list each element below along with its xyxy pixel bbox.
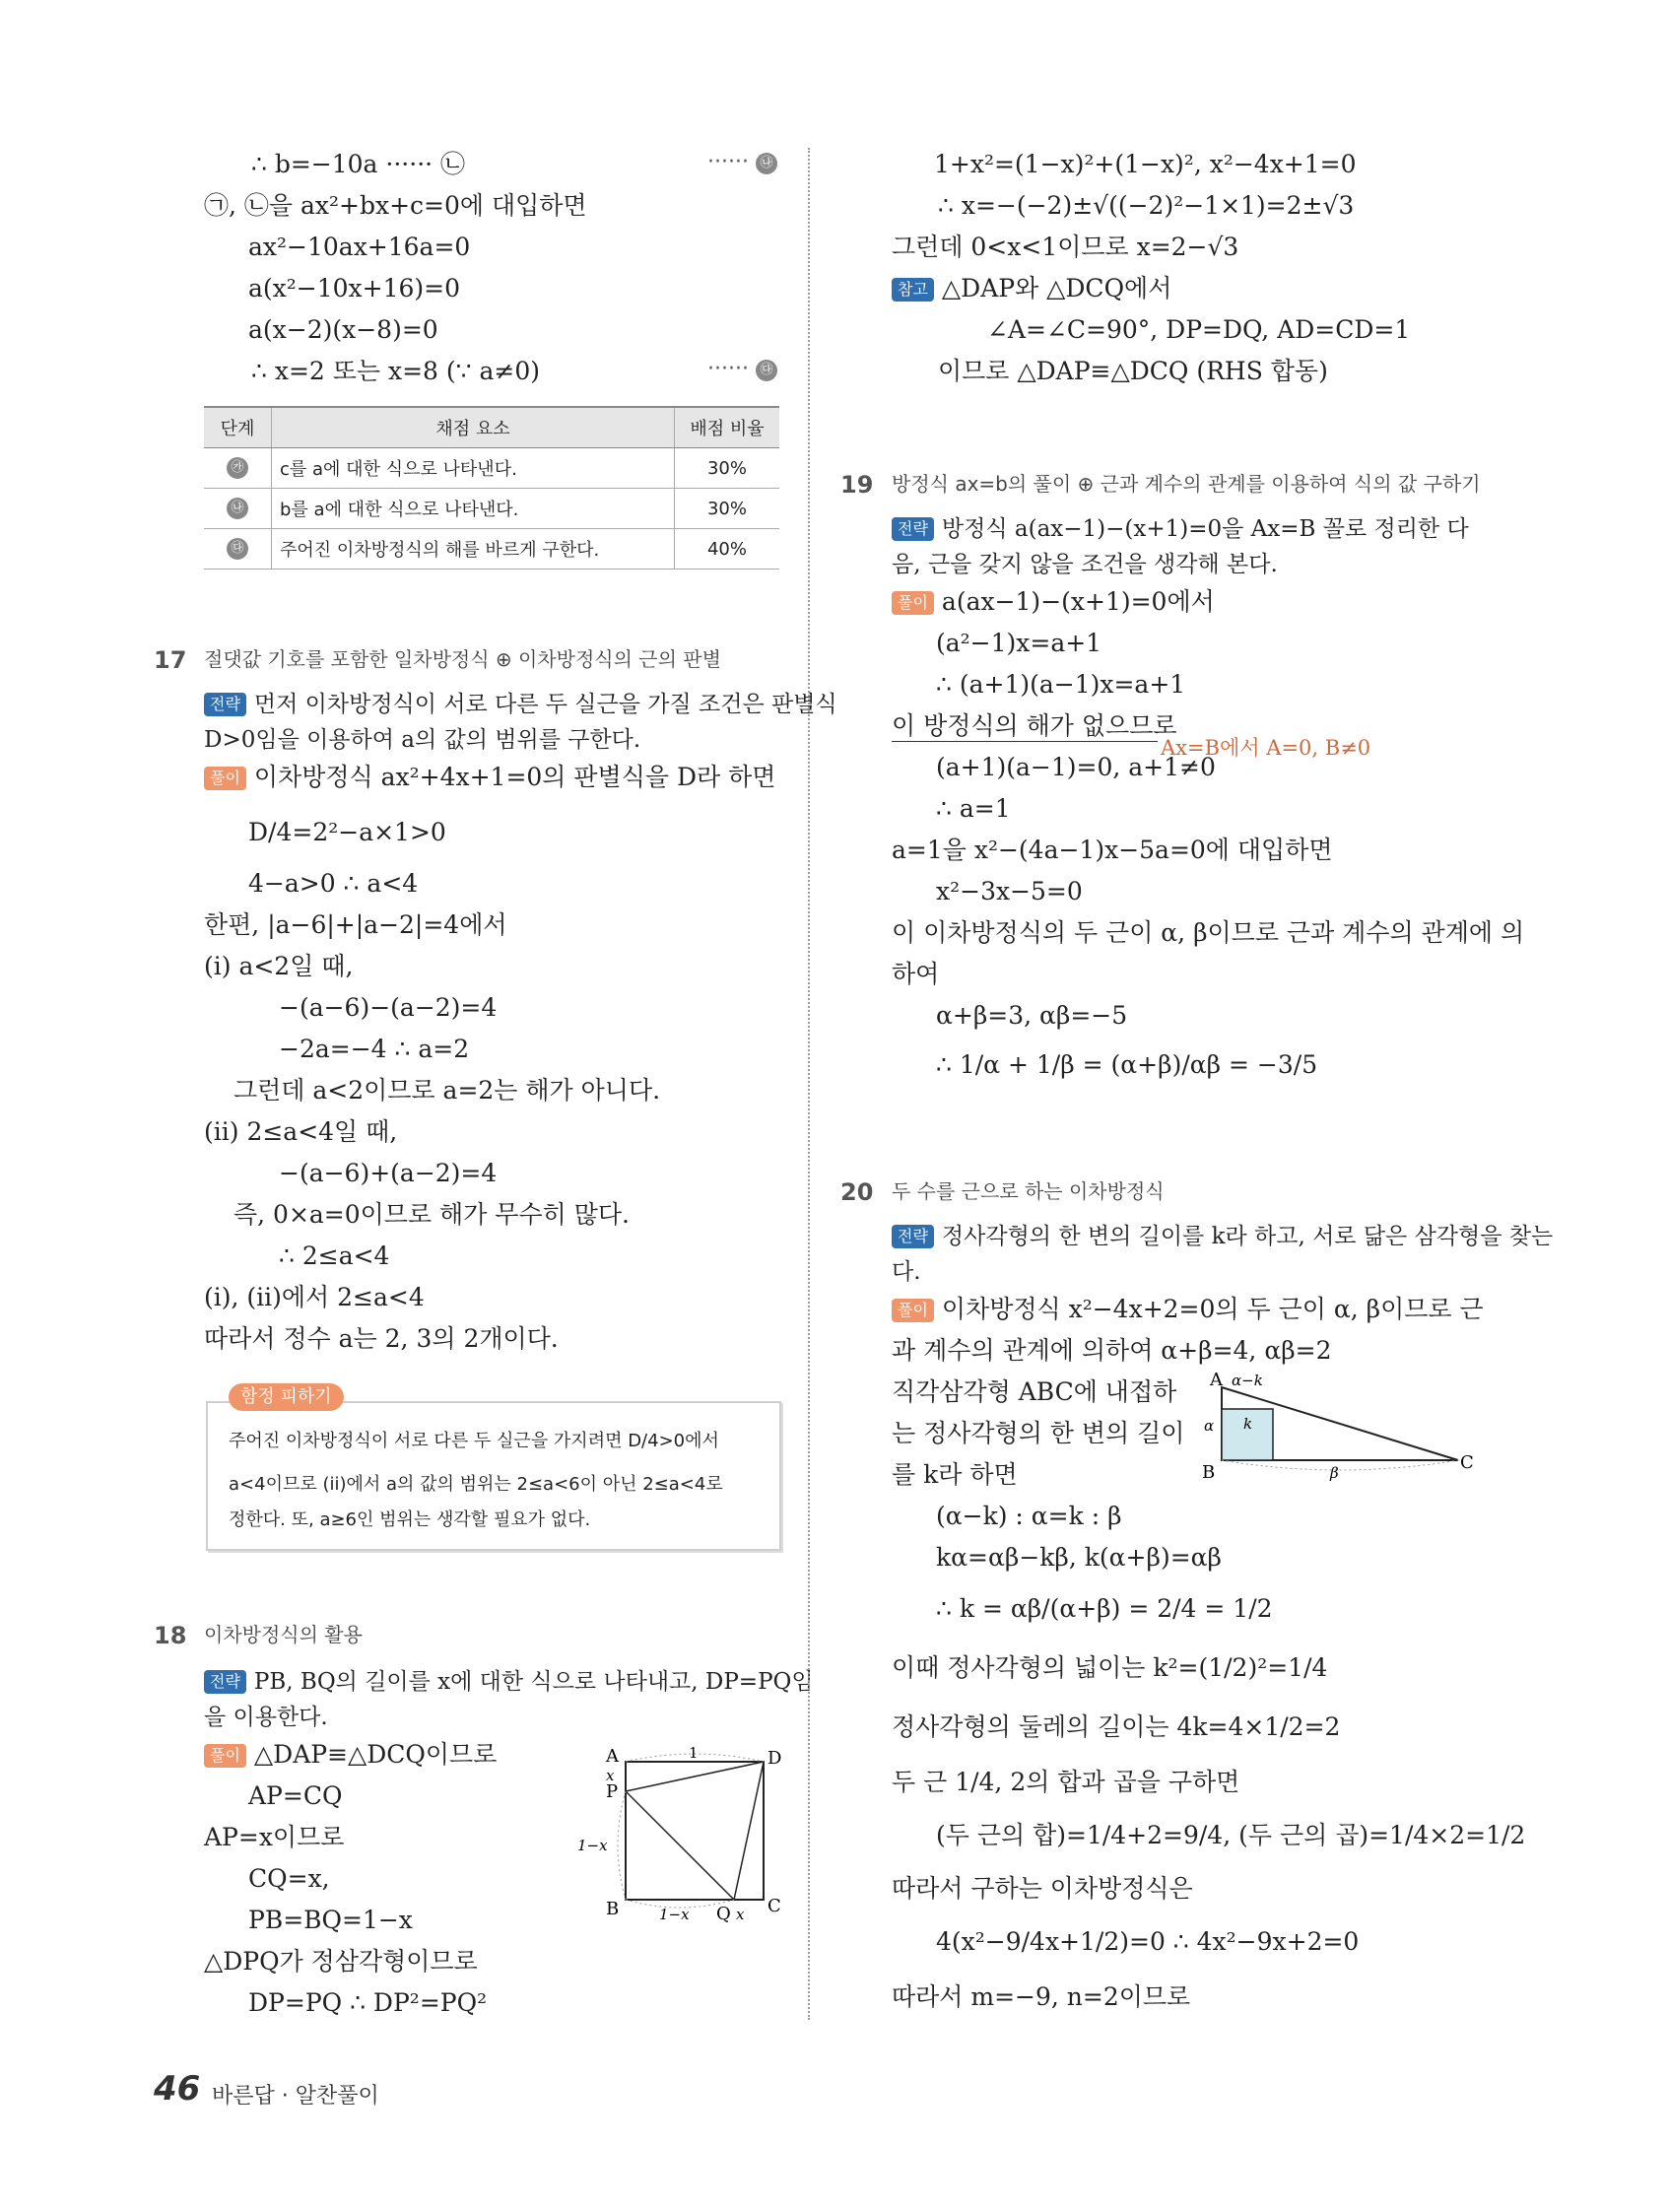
square-figure (576, 1742, 788, 1924)
problem-17-title: 절댓값 기호를 포함한 일차방정식 ⊕ 이차방정식의 근의 판별 (204, 647, 721, 671)
problem-19-title: 방정식 ax=b의 풀이 ⊕ 근과 계수의 관계를 이용하여 식의 값 구하기 (892, 472, 1481, 496)
segment-pq (626, 1791, 734, 1900)
p19-s9: 이 이차방정식의 두 근이 α, β이므로 근과 계수의 관계에 의 (892, 918, 1525, 947)
p18-strategy-line1 (204, 1665, 814, 1699)
trap-line-2: a<4이므로 (ii)에서 a의 값의 범위는 2≤a<6이 아닌 2≤a<4로 (229, 1474, 723, 1495)
left-line-1: ∴ b=−10a ······ ㉡ (251, 150, 466, 178)
step-mark-2: ······ ㉯ (707, 150, 777, 174)
p17-s5: (i) a<2일 때, (204, 952, 354, 980)
row-2-ratio: 30% (675, 489, 780, 529)
footer-label: 바른답 · 알찬풀이 (212, 2084, 379, 2109)
table-row (204, 448, 779, 489)
solution-tag: 풀이 (892, 1299, 934, 1322)
problem-18-title: 이차방정식의 활용 (204, 1623, 363, 1646)
p18-s3: AP=x이므로 (204, 1823, 345, 1851)
arc-left (618, 1791, 626, 1900)
p19-s1: a(ax−1)−(x+1)=0에서 (941, 587, 1215, 616)
p18-solution-line1 (204, 1738, 497, 1772)
right-top-l1: 1+x²=(1−x)²+(1−x)², x²−4x+1=0 (934, 150, 1357, 178)
problem-18-number: 18 (154, 1622, 187, 1649)
fig20-label-alpha: α (1204, 1417, 1215, 1435)
p19-solution-line1 (892, 585, 1215, 619)
p20-s15: 따라서 m=−9, n=2이므로 (892, 1982, 1191, 2011)
left-line-2: ㉠, ㉡을 ax²+bx+c=0에 대입하면 (204, 191, 587, 220)
header-step: 단계 (204, 407, 272, 448)
p18-s6: △DPQ가 정삼각형이므로 (204, 1947, 478, 1976)
fig18-label-p: P (606, 1781, 619, 1802)
p20-s13: 따라서 구하는 이차방정식은 (892, 1874, 1193, 1903)
p17-strategy-line2: D>0임을 이용하여 a의 값의 범위를 구한다. (204, 727, 641, 753)
right-top-l3: 그런데 0<x<1이므로 x=2−√3 (892, 233, 1239, 261)
strategy-tag: 전략 (204, 1670, 246, 1694)
p20-solution-line1 (892, 1293, 1484, 1326)
right-top-l4: △DAP와 △DCQ에서 (941, 274, 1172, 302)
p17-s6: −(a−6)−(a−2)=4 (279, 993, 498, 1022)
p20-s12: (두 근의 합)=1/4+2=9/4, (두 근의 곱)=1/4×2=1/2 (936, 1821, 1526, 1849)
row-1-ratio: 30% (675, 448, 780, 489)
fig18-label-ap: x (606, 1767, 615, 1784)
p20-s14: 4(x²−9/4x+1/2)=0 ∴ 4x²−9x+2=0 (936, 1927, 1360, 1956)
p17-s13: (i), (ii)에서 2≤a<4 (204, 1283, 425, 1311)
step-mark-3: ······ ㉰ (707, 357, 777, 381)
row-1-step: ㉮ (227, 457, 248, 479)
p17-s2: D/4=2²−a×1>0 (248, 818, 446, 846)
p19-s10: 하여 (892, 960, 940, 988)
grading-table (204, 406, 779, 570)
p20-s9: 이때 정사각형의 넓이는 k²=(1/2)²=1/4 (892, 1653, 1328, 1682)
p17-s8: 그런데 a<2이므로 a=2는 해가 아니다. (234, 1076, 661, 1105)
p17-strategy-line1 (204, 688, 837, 721)
p20-s11: 두 근 1/4, 2의 합과 곱을 구하면 (892, 1768, 1240, 1796)
p17-strategy-text1: 먼저 이차방정식이 서로 다른 두 실근을 가질 조건은 판별식 (253, 692, 837, 717)
p19-s12: ∴ 1/α + 1/β = (α+β)/αβ = −3/5 (936, 1050, 1318, 1079)
fig18-label-c: C (767, 1896, 781, 1916)
p17-s1: 이차방정식 ax²+4x+1=0의 판별식을 D라 하면 (253, 763, 776, 791)
step-mark-2-label: ㉯ (756, 153, 777, 174)
strategy-tag: 전략 (204, 693, 246, 716)
fig18-label-qc: x (736, 1906, 745, 1923)
p19-strategy-line1 (892, 512, 1469, 546)
p17-solution-line1 (204, 761, 775, 794)
p19-s6: ∴ a=1 (936, 794, 1011, 823)
fig18-label-q: Q (716, 1904, 731, 1924)
p18-s5: PB=BQ=1−x (248, 1906, 413, 1934)
row-2-step: ㉯ (227, 498, 248, 519)
p19-s4: 이 방정식의 해가 없으므로 (892, 711, 1177, 740)
row-1-item: c를 a에 대한 식으로 나타낸다. (272, 448, 675, 489)
row-3-ratio: 40% (675, 529, 780, 570)
p18-s7: DP=PQ ∴ DP²=PQ² (248, 1988, 488, 2017)
right-top-note (892, 272, 1171, 305)
fig20-label-c: C (1460, 1452, 1474, 1473)
fig18-label-top: 1 (689, 1744, 699, 1762)
p19-s5: (a+1)(a−1)=0, a+1≠0 (936, 753, 1216, 781)
fig20-label-beta: β (1330, 1464, 1339, 1482)
p19-strategy-text1: 방정식 a(ax−1)−(x+1)=0을 Ax=B 꼴로 정리한 다 (941, 516, 1469, 542)
p19-s2: (a²−1)x=a+1 (936, 629, 1102, 657)
row-3-item: 주어진 이차방정식의 해를 바르게 구한다. (272, 529, 675, 570)
triangle-figure (1192, 1370, 1478, 1483)
trap-tag: 함정 피하기 (229, 1383, 344, 1411)
p20-s3: 직각삼각형 ABC에 내접하 (892, 1377, 1177, 1406)
fig20-label-a: A (1210, 1370, 1223, 1390)
p18-s2: AP=CQ (248, 1781, 343, 1810)
left-line-6: ∴ x=2 또는 x=8 (∵ a≠0) (251, 357, 541, 385)
problem-20-title: 두 수를 근으로 하는 이차방정식 (892, 1179, 1165, 1203)
problem-19-number: 19 (840, 471, 874, 499)
table-row (204, 529, 779, 570)
fig20-label-ak: α−k (1232, 1372, 1263, 1389)
problem-17-number: 17 (154, 646, 187, 674)
row-step (204, 489, 272, 529)
solution-tag: 풀이 (204, 767, 246, 790)
arc-bottom (1222, 1460, 1458, 1470)
problem-20-number: 20 (840, 1178, 874, 1206)
p20-strategy-line1 (892, 1220, 1553, 1253)
p19-s4note: Ax=B에서 A=0, B≠0 (1161, 736, 1371, 760)
fig20-label-k: k (1243, 1415, 1253, 1433)
p19-s3: ∴ (a+1)(a−1)x=a+1 (936, 670, 1186, 699)
p20-s7: kα=αβ−kβ, k(α+β)=αβ (936, 1543, 1222, 1572)
p17-s3: 4−a>0 ∴ a<4 (248, 869, 419, 898)
p20-s4: 는 정사각형의 한 변의 길이 (892, 1419, 1185, 1447)
right-top-l5: ∠A=∠C=90°, DP=DQ, AD=CD=1 (987, 315, 1411, 344)
fig18-label-a: A (606, 1746, 619, 1767)
p20-s6: (α−k) : α=k : β (936, 1502, 1122, 1530)
left-line-4: a(x²−10x+16)=0 (248, 274, 461, 302)
row-step (204, 448, 272, 489)
p19-s7: a=1을 x²−(4a−1)x−5a=0에 대입하면 (892, 836, 1333, 864)
strategy-tag: 전략 (892, 517, 934, 541)
header-item: 채점 요소 (272, 407, 675, 448)
grading-table-header (204, 407, 779, 448)
p17-s7: −2a=−4 ∴ a=2 (279, 1035, 470, 1063)
p20-s8: ∴ k = αβ/(α+β) = 2/4 = 1/2 (936, 1594, 1273, 1623)
right-top-l2: ∴ x=−(−2)±√((−2)²−1×1)=2±√3 (938, 191, 1355, 220)
segment-dp (626, 1762, 764, 1791)
p18-strategy-line2: 을 이용한다. (204, 1705, 328, 1730)
note-tag: 참고 (892, 278, 934, 302)
trap-line-1: 주어진 이차방정식이 서로 다른 두 실근을 가지려면 D/4>0에서 (229, 1431, 719, 1451)
row-step (204, 529, 272, 570)
p20-s2: 과 계수의 관계에 의하여 α+β=4, αβ=2 (892, 1336, 1332, 1365)
p20-strategy-text1: 정사각형의 한 변의 길이를 k라 하고, 서로 닮은 삼각형을 찾는 (941, 1224, 1554, 1249)
fig18-label-d: D (767, 1748, 782, 1769)
table-row (204, 489, 779, 529)
p19-s8: x²−3x−5=0 (936, 877, 1083, 905)
fig18-label-b: B (606, 1899, 620, 1919)
left-line-5: a(x−2)(x−8)=0 (248, 315, 438, 344)
square-abcd (626, 1762, 764, 1900)
p17-s11: 즉, 0×a=0이므로 해가 무수히 많다. (234, 1200, 630, 1229)
p20-strategy-line2: 다. (892, 1259, 921, 1285)
p20-s5: 를 k라 하면 (892, 1460, 1018, 1489)
fig18-label-pb: 1−x (577, 1837, 608, 1854)
p19-underline (892, 741, 1158, 742)
trap-line-3: 정한다. 또, a≥6인 범위는 생각할 필요가 없다. (229, 1509, 591, 1530)
p19-strategy-line2: 음, 근을 갖지 않을 조건을 생각해 본다. (892, 552, 1278, 577)
solution-tag: 풀이 (892, 591, 934, 615)
p17-s4: 한편, |a−6|+|a−2|=4에서 (204, 910, 507, 939)
left-line-3: ax²−10ax+16a=0 (248, 233, 471, 261)
p17-s12: ∴ 2≤a<4 (279, 1241, 390, 1270)
segment-dq (734, 1762, 764, 1900)
p19-s11: α+β=3, αβ=−5 (936, 1001, 1128, 1030)
p18-strategy-text1: PB, BQ의 길이를 x에 대한 식으로 나타내고, DP=PQ임 (253, 1669, 814, 1695)
row-2-item: b를 a에 대한 식으로 나타낸다. (272, 489, 675, 529)
fig18-label-bq: 1−x (659, 1906, 690, 1923)
row-3-step: ㉰ (227, 538, 248, 560)
p17-s10: −(a−6)+(a−2)=4 (279, 1159, 498, 1187)
step-mark-3-label: ㉰ (756, 360, 777, 381)
p17-s9: (ii) 2≤a<4일 때, (204, 1117, 398, 1146)
header-ratio: 배점 비율 (675, 407, 780, 448)
p17-s14: 따라서 정수 a는 2, 3의 2개이다. (204, 1324, 559, 1353)
right-top-l6: 이므로 △DAP≡△DCQ (RHS 합동) (938, 357, 1328, 385)
p20-s10: 정사각형의 둘레의 길이는 4k=4×1/2=2 (892, 1712, 1341, 1741)
p18-s4: CQ=x, (248, 1864, 330, 1893)
page-number: 46 (154, 2069, 201, 2109)
solution-tag: 풀이 (204, 1744, 246, 1768)
fig20-label-b: B (1202, 1462, 1216, 1483)
p20-s1: 이차방정식 x²−4x+2=0의 두 근이 α, β이므로 근 (941, 1295, 1484, 1323)
column-divider (808, 148, 810, 2020)
strategy-tag: 전략 (892, 1225, 934, 1248)
p18-s1: △DAP≡△DCQ이므로 (253, 1740, 498, 1769)
